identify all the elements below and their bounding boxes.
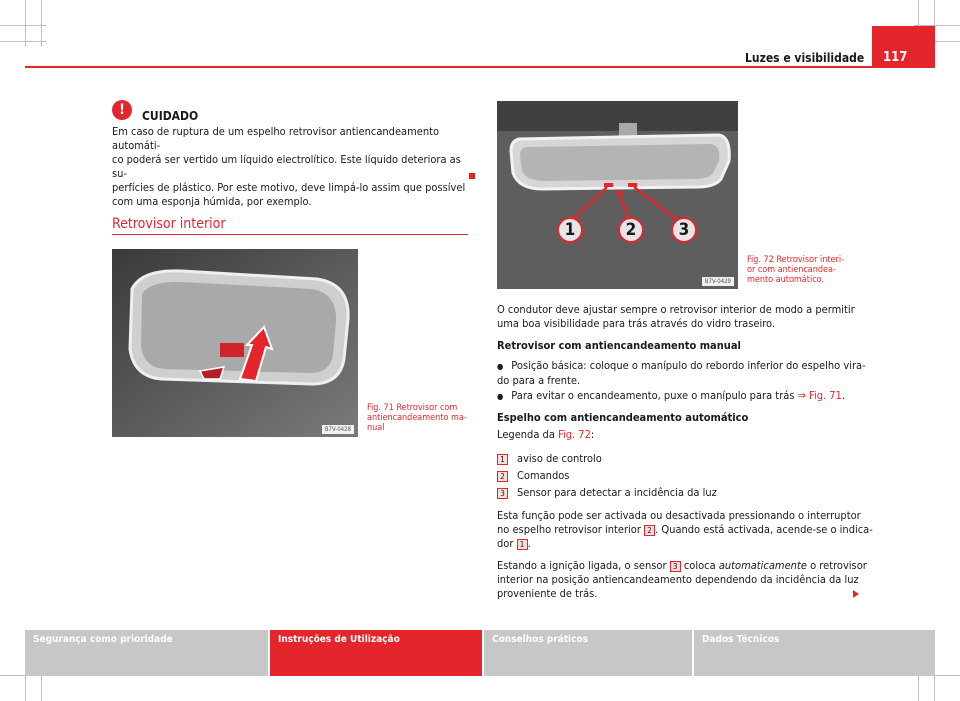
figure-code: B7V-0429 xyxy=(702,277,734,286)
legend-number: 3 xyxy=(497,488,508,499)
bullet-2: ● Para evitar o encandeamento, puxe o manípulo para trás ⇒ Fig. 71. xyxy=(497,389,846,402)
header-rule xyxy=(25,66,935,68)
heading-rule xyxy=(112,234,468,235)
figure-72-link[interactable]: Fig. 72 xyxy=(558,428,591,441)
section-title: Luzes e visibilidade xyxy=(745,51,865,65)
callout-2: 2 xyxy=(618,217,644,243)
legend-number: 1 xyxy=(497,454,508,465)
warning-text: Em caso de ruptura de um espelho retrovisor antiencandeamento automáti- co poderá ser vertido um líquido electrolítico. Este líquido deteriora as su- perfícies de plástico. Por este motivo, deve limpá-lo assim que possível com uma esponja húmida, por exemplo. xyxy=(112,125,466,208)
footer-tab-tips[interactable]: Conselhos práticos xyxy=(484,630,692,676)
legend-number: 2 xyxy=(497,471,508,482)
callout-3: 3 xyxy=(671,217,697,243)
figure-71-caption: Fig. 71 Retrovisor com antiencandeamento ma- nual xyxy=(367,403,467,433)
next-page-arrow-icon[interactable] xyxy=(853,590,859,598)
crop-mark xyxy=(25,0,26,46)
bullet-1: ● Posição básica: coloque o manípulo do rebordo inferior do espelho vira- do para a frente. xyxy=(497,359,866,387)
sensor-paragraph: Estando a ignição ligada, o sensor 3 coloca automaticamente o retrovisor interior na posição antiencandeamento dependendo da incidência da luz proveniente de trás. xyxy=(497,559,867,600)
legend-item: 2 Comandos xyxy=(497,469,569,483)
warning-title: CUIDADO xyxy=(142,109,199,123)
section-heading: Retrovisor interior xyxy=(112,216,226,232)
warning-icon: ! xyxy=(112,100,132,120)
manual-mirror-illustration xyxy=(112,249,358,437)
footer-tab-technical-data[interactable]: Dados Técnicos xyxy=(694,630,935,676)
legend-item: 3 Sensor para detectar a incidência da luz xyxy=(497,486,717,500)
manual-heading: Retrovisor com antiencandeamento manual xyxy=(497,339,741,352)
figure-71-link[interactable]: ⇒ Fig. 71 xyxy=(797,389,842,402)
function-paragraph: Esta função pode ser activada ou desactivada pressionando o interruptor no espelho retrovisor interior 2 . Quando está activada, acende-se o indica- dor 1 . xyxy=(497,509,873,550)
figure-72-caption: Fig. 72 Retrovisor interi- or com antiencandea- mento automático. xyxy=(747,255,845,285)
crop-mark xyxy=(0,25,46,26)
footer-tab-safety[interactable]: Segurança como prioridade xyxy=(25,630,268,676)
crop-mark xyxy=(0,41,46,42)
auto-mirror-illustration xyxy=(497,101,738,289)
figure-72-image xyxy=(497,101,738,289)
legend-intro: Legenda da Fig. 72: xyxy=(497,428,595,441)
figure-71-image xyxy=(112,249,358,437)
figure-code: B7V-0428 xyxy=(322,425,354,434)
callout-1: 1 xyxy=(557,217,583,243)
page-number: 117 xyxy=(883,50,908,65)
intro-paragraph: O condutor deve ajustar sempre o retrovisor interior de modo a permitir uma boa visibilidade para trás através do vidro traseiro. xyxy=(497,303,855,330)
crop-mark xyxy=(41,0,42,46)
end-marker-icon xyxy=(469,173,475,179)
footer-tab-instructions[interactable]: Instruções de Utilização xyxy=(270,630,482,676)
legend-item: 1 aviso de controlo xyxy=(497,452,602,466)
auto-heading: Espelho com antiencandeamento automático xyxy=(497,411,749,424)
